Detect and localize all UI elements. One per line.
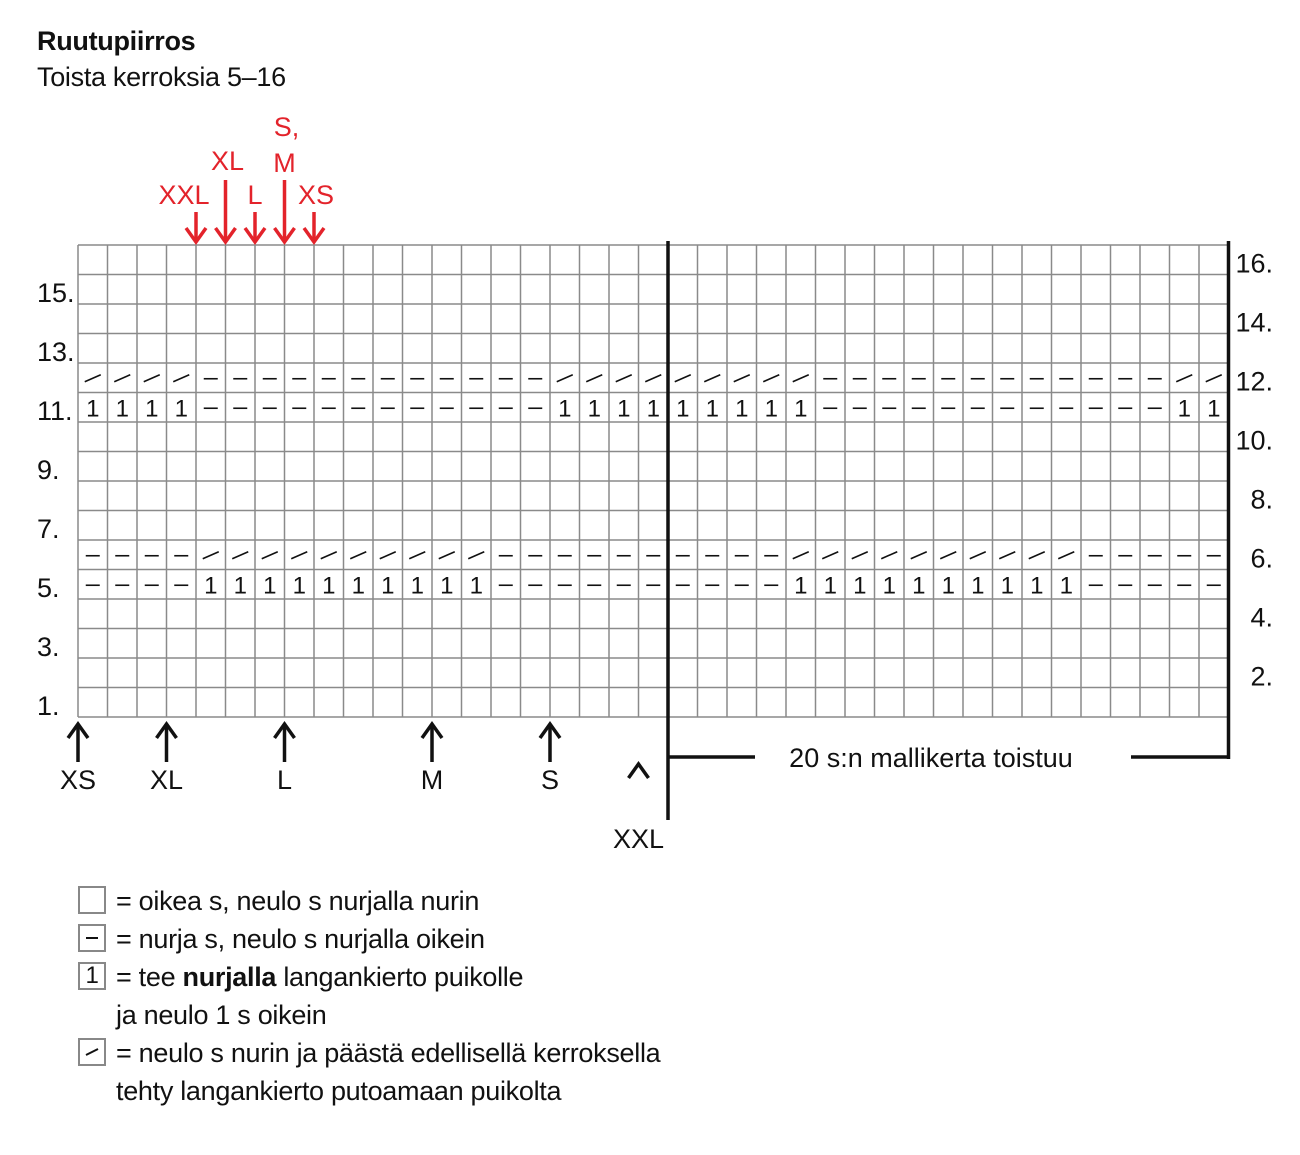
drop-symbol <box>763 375 779 382</box>
drop-symbol <box>793 552 809 559</box>
yarn-over-symbol: 1 <box>794 395 808 423</box>
drop-symbol <box>203 552 219 559</box>
row-label-right: 10. <box>1235 425 1273 456</box>
drop-symbol <box>616 375 632 382</box>
legend-text: = oikea s, neulo s nurjalla nurin <box>116 886 480 916</box>
yarn-over-symbol: 1 <box>823 572 837 600</box>
drop-symbol <box>321 552 337 559</box>
row-label-right: 4. <box>1250 602 1273 633</box>
drop-symbol <box>852 552 868 559</box>
drop-symbol <box>262 552 278 559</box>
legend <box>78 884 661 1112</box>
yarn-over-symbol: 1 <box>204 572 218 600</box>
yarn-over-symbol: 1 <box>558 395 572 423</box>
yarn-over-symbol: 1 <box>351 572 365 600</box>
legend-text-continued: ja neulo 1 s oikein <box>116 1000 327 1030</box>
yarn-over-symbol: 1 <box>587 395 601 423</box>
drop-symbol <box>350 552 366 559</box>
yarn-over-symbol: 1 <box>1030 572 1044 600</box>
size-label-top: XL <box>210 146 245 176</box>
repeat-note: 20 s:n mallikerta toistuu <box>789 743 1073 773</box>
yarn-over-symbol: 1 <box>115 395 129 423</box>
size-label-bottom: XS <box>59 765 97 795</box>
drop-symbol <box>793 375 809 382</box>
yarn-over-symbol: 1 <box>853 572 867 600</box>
drop-symbol <box>114 375 130 382</box>
yarn-over-symbol: 1 <box>1059 572 1073 600</box>
drop-symbol <box>1206 375 1222 382</box>
yarn-over-symbol: 1 <box>233 572 247 600</box>
drop-symbol <box>468 552 484 559</box>
row-label-left: 9. <box>37 455 60 485</box>
row-label-left: 13. <box>37 337 75 367</box>
row-label-right: 2. <box>1250 661 1273 692</box>
drop-symbol <box>940 552 956 559</box>
drop-symbol <box>734 375 750 382</box>
chart-title: Ruutupiirros <box>37 26 196 56</box>
drop-symbol <box>291 552 307 559</box>
row-label-right: 16. <box>1235 248 1273 279</box>
drop-symbol <box>1058 552 1074 559</box>
one-square-icon: 1 <box>78 962 106 990</box>
size-label-bottom: XL <box>149 765 184 795</box>
legend-text-post: langankierto puikolle <box>276 962 524 992</box>
drop-symbol <box>822 552 838 559</box>
legend-text: = neulo s nurin ja päästä edellisellä kerroksella <box>116 1038 661 1068</box>
dash-square-icon <box>78 924 106 952</box>
drop-symbol <box>232 552 248 559</box>
row-label-left: 11. <box>37 396 73 426</box>
drop-symbol <box>586 375 602 382</box>
drop-symbol <box>675 375 691 382</box>
drop-symbol <box>970 552 986 559</box>
drop-symbol <box>1176 375 1192 382</box>
yarn-over-symbol: 1 <box>381 572 395 600</box>
legend-text: = nurja s, neulo s nurjalla oikein <box>116 924 485 954</box>
size-label-bottom: L <box>276 765 293 795</box>
size-label-top: XXL <box>158 180 210 210</box>
size-label-top: S, <box>273 112 300 142</box>
row-label-left: 3. <box>37 632 60 662</box>
row-label-left: 1. <box>37 691 60 721</box>
legend-item-yarn-over <box>78 960 561 998</box>
up-arrow-head-icon <box>629 764 649 778</box>
legend-item-purl <box>78 922 561 960</box>
yarn-over-symbol: 1 <box>174 395 188 423</box>
yarn-over-symbol: 1 <box>440 572 454 600</box>
yarn-over-symbol: 1 <box>794 572 808 600</box>
yarn-over-symbol: 1 <box>912 572 926 600</box>
yarn-over-symbol: 1 <box>941 572 955 600</box>
yarn-over-symbol: 1 <box>292 572 306 600</box>
drop-symbol <box>999 552 1015 559</box>
yarn-over-symbol: 1 <box>617 395 631 423</box>
chart-subtitle: Toista kerroksia 5–16 <box>37 62 286 92</box>
yarn-over-symbol: 1 <box>86 395 100 423</box>
drop-symbol <box>409 552 425 559</box>
legend-text-pre: = tee <box>116 962 183 992</box>
drop-symbol <box>85 375 101 382</box>
size-label-top: M <box>273 148 296 178</box>
row-label-right: 8. <box>1250 484 1273 515</box>
drop-symbol <box>144 375 160 382</box>
legend-item-knit <box>78 884 561 922</box>
drop-symbol <box>1029 552 1045 559</box>
drop-symbol <box>645 375 661 382</box>
legend-text-bold: nurjalla <box>182 962 277 992</box>
yarn-over-symbol: 1 <box>410 572 424 600</box>
yarn-over-symbol: 1 <box>676 395 690 423</box>
drop-symbol <box>380 552 396 559</box>
drop-symbol <box>881 552 897 559</box>
yarn-over-symbol: 1 <box>322 572 336 600</box>
row-label-left: 15. <box>37 278 75 308</box>
legend-text-continued: tehty langankierto putoamaan puikolta <box>116 1076 562 1106</box>
drop-symbol <box>911 552 927 559</box>
yarn-over-symbol: 1 <box>1177 395 1191 423</box>
size-label-bottom: S <box>540 765 560 795</box>
yarn-over-symbol: 1 <box>1000 572 1014 600</box>
row-label-right: 6. <box>1250 543 1273 574</box>
size-label-bottom: M <box>420 765 444 795</box>
drop-symbol <box>439 552 455 559</box>
empty-square-icon <box>78 886 106 914</box>
yarn-over-symbol: 1 <box>735 395 749 423</box>
row-label-right: 12. <box>1235 366 1273 397</box>
slash-square-icon <box>78 1038 106 1066</box>
yarn-over-symbol: 1 <box>1207 395 1221 423</box>
yarn-over-symbol: 1 <box>764 395 778 423</box>
yarn-over-symbol: 1 <box>705 395 719 423</box>
row-label-left: 5. <box>37 573 60 603</box>
yarn-over-symbol: 1 <box>145 395 159 423</box>
row-label-right: 14. <box>1235 307 1273 338</box>
yarn-over-symbol: 1 <box>646 395 660 423</box>
yarn-over-symbol: 1 <box>469 572 483 600</box>
row-label-left: 7. <box>37 514 60 544</box>
yarn-over-symbol: 1 <box>882 572 896 600</box>
yarn-over-symbol: 1 <box>263 572 277 600</box>
drop-symbol <box>704 375 720 382</box>
size-label-top: XS <box>297 180 335 210</box>
size-label-bottom: XXL <box>612 824 665 854</box>
legend-item-drop <box>78 1036 661 1074</box>
drop-symbol <box>557 375 573 382</box>
drop-symbol <box>173 375 189 382</box>
yarn-over-symbol: 1 <box>971 572 985 600</box>
size-label-top: L <box>247 180 263 210</box>
